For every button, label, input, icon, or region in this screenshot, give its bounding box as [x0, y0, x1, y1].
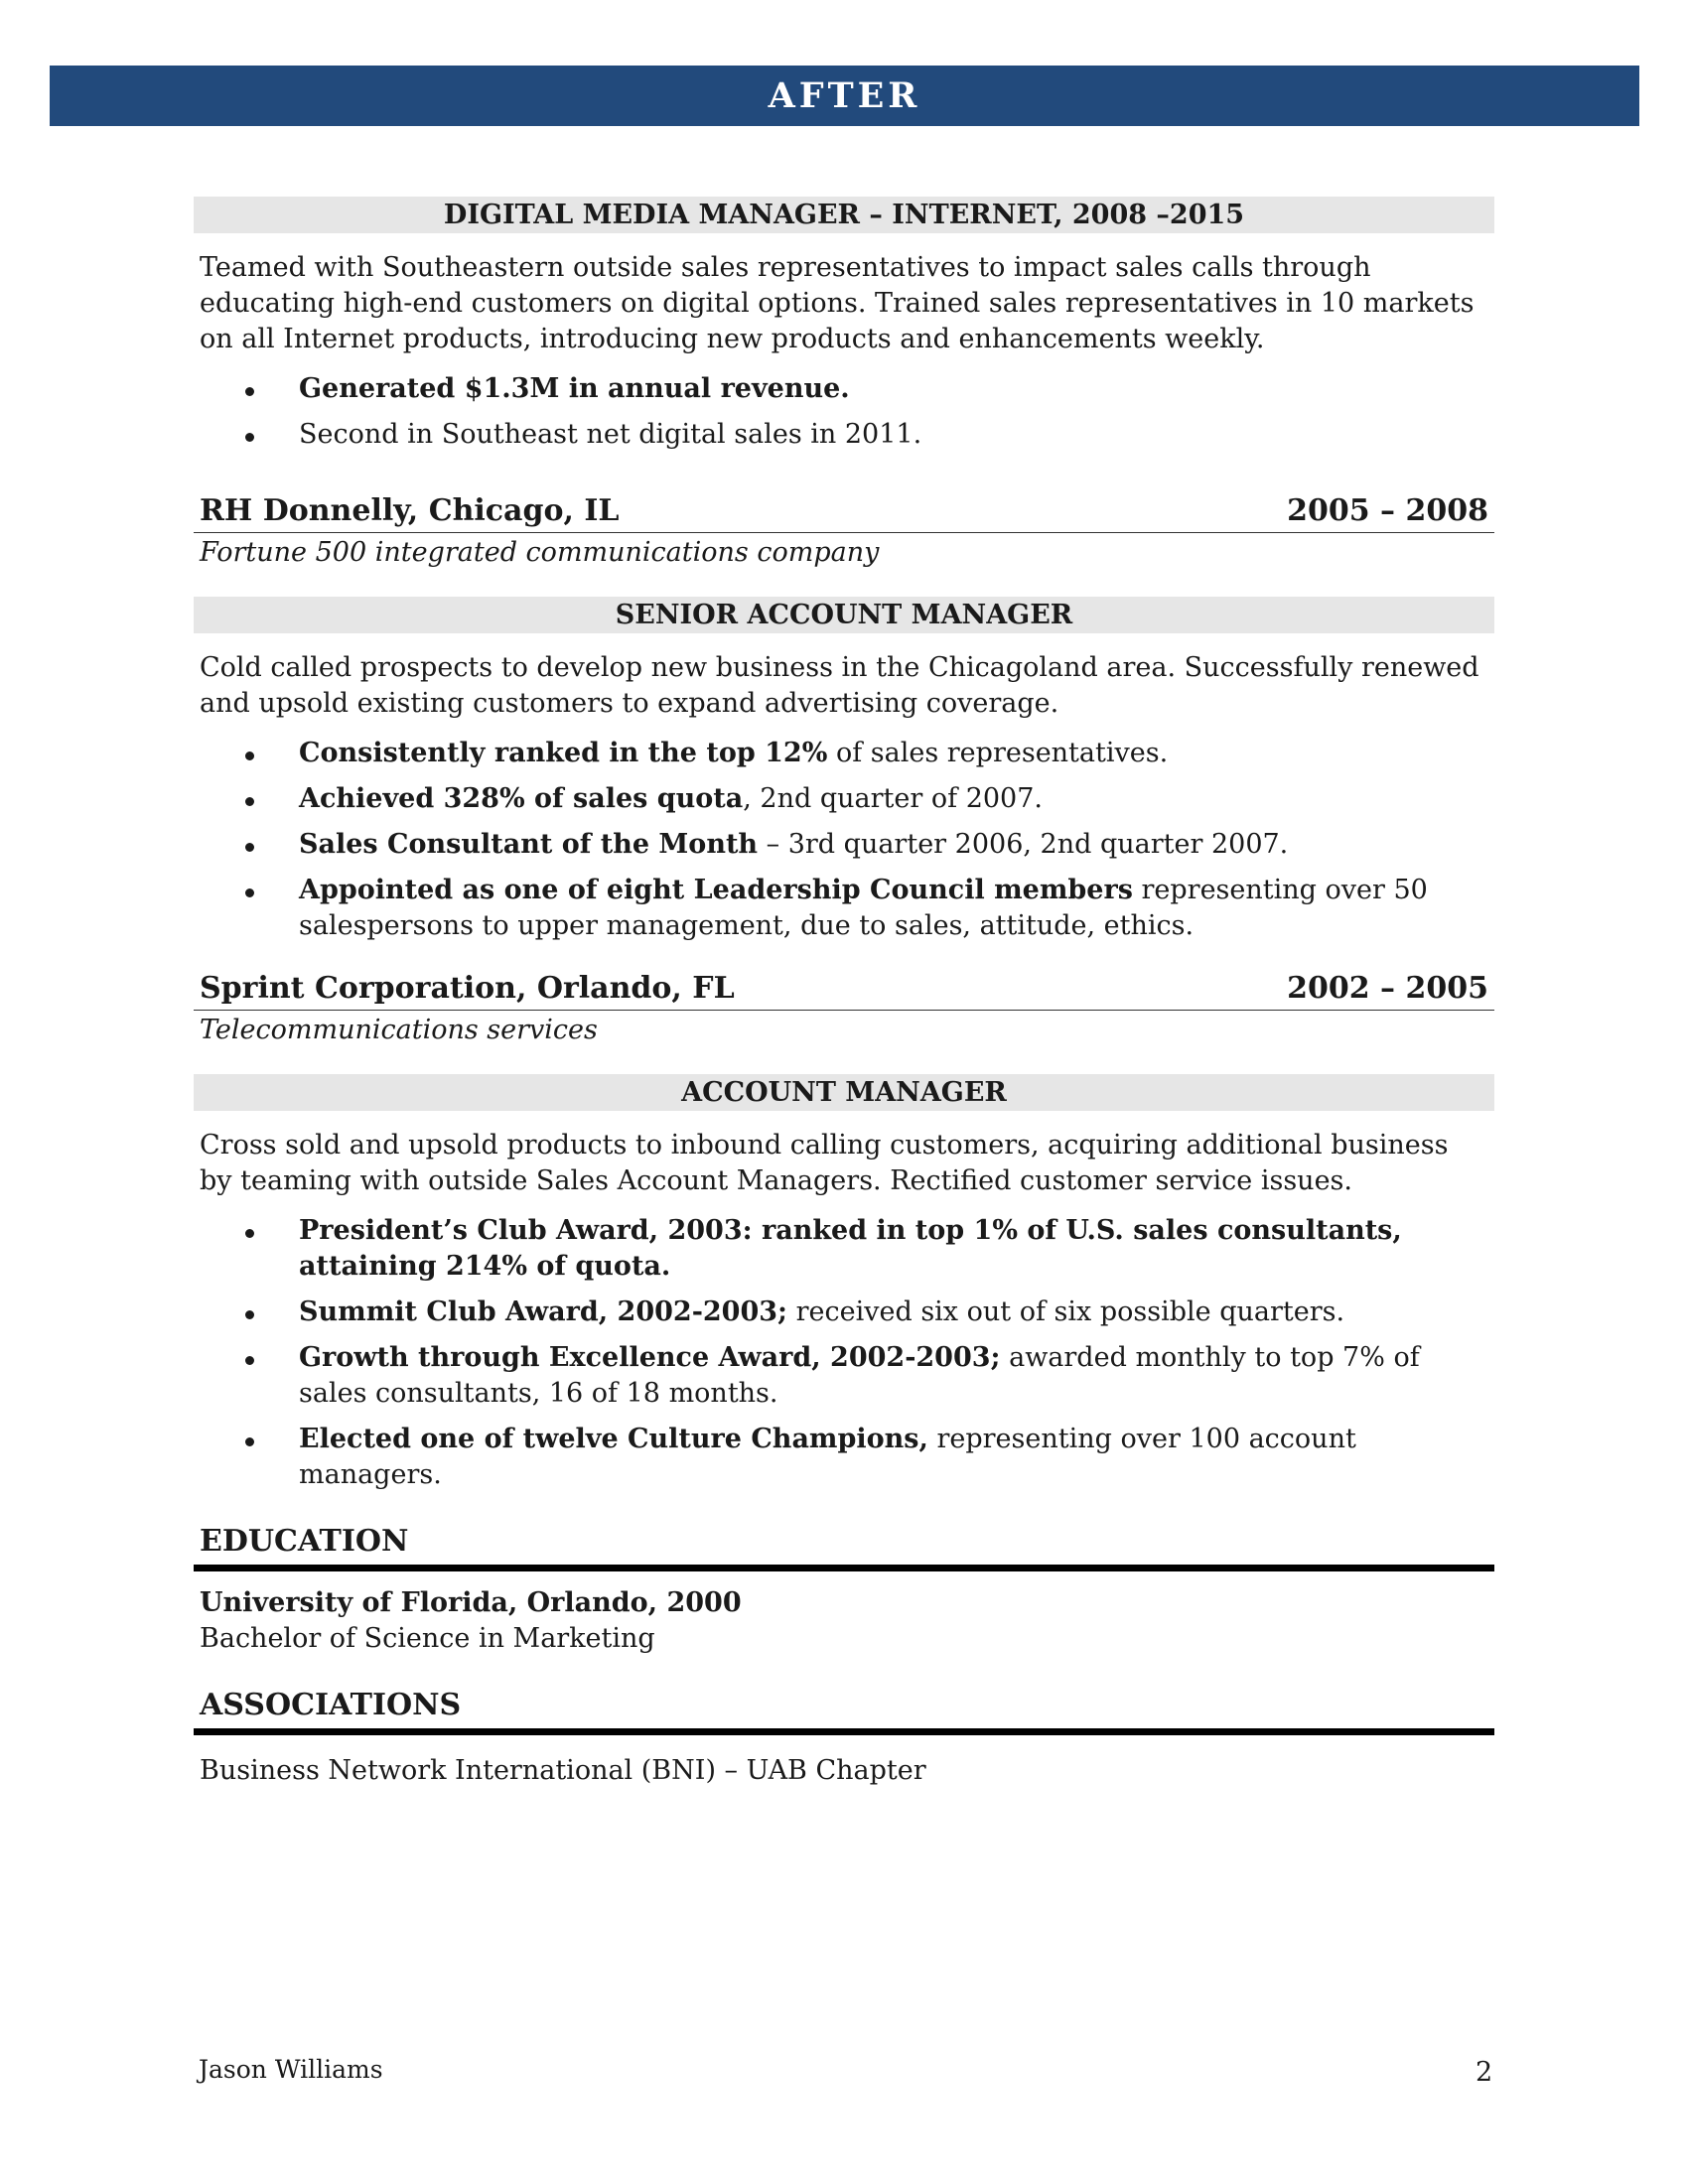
bullet-icon: [245, 843, 254, 852]
resume-body: [194, 197, 1494, 1789]
company-description: Fortune 500 integrated communications company: [200, 537, 880, 568]
achievement-detail: received six out of six possible quarters.: [787, 1297, 1345, 1327]
achievement-highlight: Elected one of twelve Culture Champions,: [299, 1424, 928, 1454]
achievement-highlight: Growth through Excellence Award, 2002-2003;: [299, 1342, 1001, 1373]
achievement-detail: Second in Southeast net digital sales in 2011.: [299, 419, 922, 450]
achievement-detail: representing over 50 salespersons to upper management, due to sales, attitude, ethics.: [299, 875, 1428, 941]
role-title-bar: ACCOUNT MANAGER: [194, 1074, 1494, 1111]
company-header: [194, 492, 1494, 533]
degree: Bachelor of Science in Marketing: [200, 1623, 655, 1654]
role-title-bar: SENIOR ACCOUNT MANAGER: [194, 597, 1494, 633]
school-name: University of Florida, Orlando, 2000: [200, 1587, 742, 1618]
bullet-icon: [245, 751, 254, 760]
company-dates: 2002 – 2005: [1287, 971, 1488, 1006]
achievement-list: [194, 371, 1494, 453]
company-description: Telecommunications services: [200, 1015, 598, 1045]
achievement-highlight: Generated $1.3M in annual revenue.: [299, 373, 850, 404]
associations-heading: ASSOCIATIONS: [194, 1687, 1494, 1735]
achievement-list: [194, 1213, 1494, 1493]
achievement-item: [194, 736, 1494, 771]
bullet-icon: [245, 1356, 254, 1365]
achievement-item: [194, 1340, 1494, 1412]
achievement-highlight: Summit Club Award, 2002-2003;: [299, 1297, 788, 1327]
banner-title: AFTER: [768, 75, 921, 116]
achievement-item: [194, 1295, 1494, 1330]
role-title-bar: DIGITAL MEDIA MANAGER – INTERNET, 2008 –2015: [194, 197, 1494, 233]
achievement-item: [194, 873, 1494, 944]
page-number: 2: [1476, 2057, 1493, 2088]
achievement-list: [194, 736, 1494, 944]
company-header: [194, 970, 1494, 1011]
role-summary: Teamed with Southeastern outside sales representatives to impact sales calls through educating high-end customers on digital options. Trained sales representatives in 10 markets on all Internet products, introducing new products and enhancements weekly.: [200, 252, 1475, 354]
achievement-item: [194, 417, 1494, 453]
achievement-highlight: Achieved 328% of sales quota: [299, 783, 744, 814]
company-dates: 2005 – 2008: [1287, 493, 1488, 528]
bullet-icon: [245, 387, 254, 396]
achievement-detail: – 3rd quarter 2006, 2nd quarter 2007.: [758, 829, 1289, 860]
company-name: Sprint Corporation, Orlando, FL: [200, 971, 735, 1006]
bullet-icon: [245, 1229, 254, 1238]
achievement-item: [194, 371, 1494, 407]
achievement-detail: representing over 100 account managers.: [299, 1424, 1356, 1490]
bullet-icon: [245, 1437, 254, 1446]
achievement-item: [194, 781, 1494, 817]
achievement-detail: , 2nd quarter of 2007.: [743, 783, 1043, 814]
bullet-icon: [245, 433, 254, 442]
achievement-highlight: Sales Consultant of the Month: [299, 829, 759, 860]
achievement-highlight: Appointed as one of eight Leadership Council members: [299, 875, 1133, 905]
achievement-detail: awarded monthly to top 7% of sales consultants, 16 of 18 months.: [299, 1342, 1420, 1409]
role-summary: Cross sold and upsold products to inbound calling customers, acquiring additional business by teaming with outside Sales Account Managers. Rectified customer service issues.: [200, 1130, 1449, 1196]
association-item: Business Network International (BNI) – UAB Chapter: [200, 1755, 926, 1786]
bullet-icon: [245, 888, 254, 897]
page-banner: [50, 66, 1639, 126]
company-name: RH Donnelly, Chicago, IL: [200, 493, 620, 528]
education-heading: EDUCATION: [194, 1523, 1494, 1571]
achievement-detail: of sales representatives.: [827, 738, 1169, 768]
achievement-highlight: President’s Club Award, 2003: ranked in top 1% of U.S. sales consultants, attaining 214% of quota.: [299, 1215, 1402, 1282]
role-summary: Cold called prospects to develop new business in the Chicagoland area. Successfully renewed and upsold existing customers to expand advertising coverage.: [200, 652, 1479, 719]
achievement-item: [194, 1213, 1494, 1285]
achievement-item: [194, 827, 1494, 863]
achievement-item: [194, 1422, 1494, 1493]
footer-name: Jason Williams: [199, 2055, 383, 2084]
bullet-icon: [245, 797, 254, 806]
achievement-highlight: Consistently ranked in the top 12%: [299, 738, 828, 768]
bullet-icon: [245, 1310, 254, 1319]
